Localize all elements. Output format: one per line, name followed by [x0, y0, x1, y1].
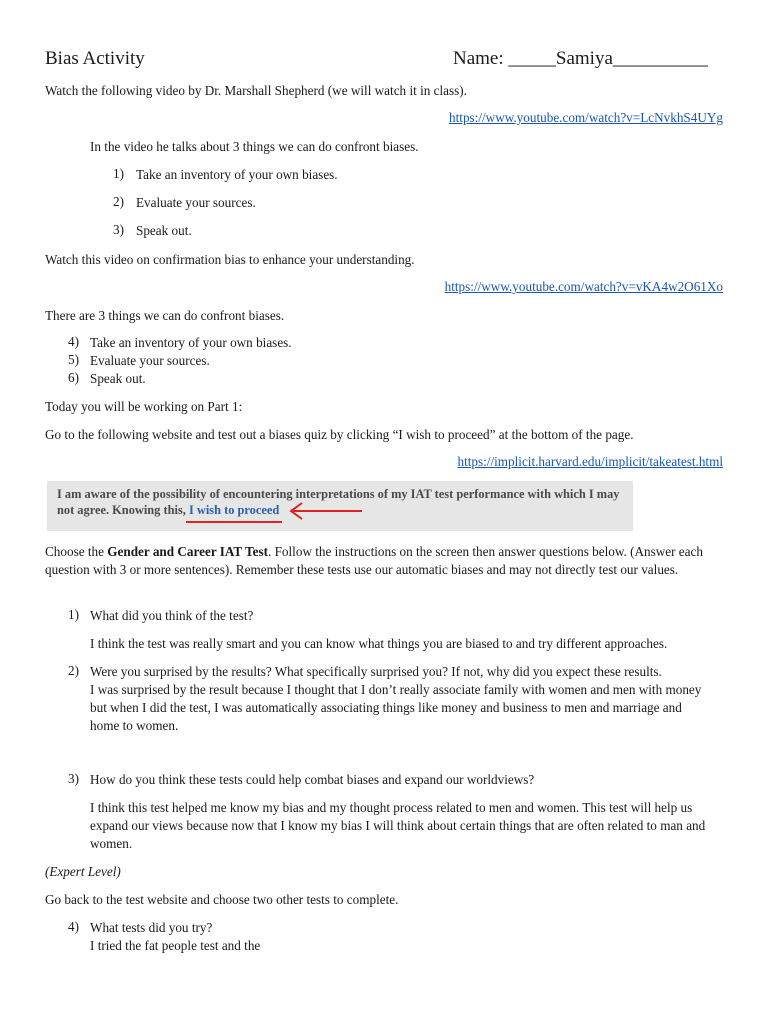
expert-level-label [45, 863, 121, 881]
list2-item-4: Take an inventory of your own biases. [90, 335, 292, 350]
q1-answer: I think the test was really smart and you can know what things you are biased to and try different approaches. [90, 636, 668, 651]
proceed-link[interactable]: I wish to proceed [188, 503, 280, 517]
q2-question: Were you surprised by the results? What specifically surprised you? If not, why did you expect these results. [90, 664, 662, 679]
q3-answer: I think this test helped me know my bias and my thought process related to men and women. This test will help us expand our views because now that I know my bias I will think about certain things that are often related to man and women. [90, 800, 706, 851]
q2-answer: I was surprised by the result because I thought that I don’t really associate family with women and men with money but when I did the test, I was automatically associating things like money and business to men and marriage and home to women. [90, 682, 702, 733]
goto-text: Go to the following website and test out a biases quiz by clicking “I wish to proceed” at the bottom of the page. [45, 427, 634, 442]
choose-paragraph [45, 543, 725, 579]
go-back-text: Go back to the test website and choose two other tests to complete. [45, 892, 399, 907]
harvard-link[interactable]: https://implicit.harvard.edu/implicit/takeatest.html [457, 454, 723, 469]
name-value: Samiya [555, 48, 613, 69]
name-suffix: __________ [612, 48, 708, 69]
list2-num-6: 6) [68, 370, 79, 385]
part1-text: Today you will be working on Part 1: [45, 399, 243, 414]
list2-num-4: 4) [68, 334, 79, 349]
list1-item-1: Take an inventory of your own biases. [136, 167, 338, 182]
choose-test-name: Gender and Career IAT Test [107, 544, 268, 559]
list1-num-1: 1) [113, 166, 124, 181]
intro-text: Watch the following video by Dr. Marshall Shepherd (we will watch it in class). [45, 83, 467, 98]
q3-num: 3) [68, 771, 79, 786]
name-prefix: Name: _____ [453, 48, 556, 69]
red-arrow-icon [286, 500, 366, 522]
three-things-text: There are 3 things we can do confront biases. [45, 308, 285, 323]
consent-text: I am aware of the possibility of encountering interpretations of my IAT test performance with which I may not agree. Knowing this, [57, 487, 620, 517]
list1-num-3: 3) [113, 222, 124, 237]
choose-prefix: Choose the [45, 544, 108, 559]
list1-item-2: Evaluate your sources. [136, 195, 256, 210]
red-underline [186, 521, 282, 523]
name-field [453, 48, 708, 70]
video-link-2[interactable]: https://www.youtube.com/watch?v=vKA4w2O61Xo [444, 279, 723, 294]
q4-answer: I tried the fat people test and the [90, 938, 261, 953]
q1-num: 1) [68, 607, 79, 622]
confirmation-text: Watch this video on confirmation bias to enhance your understanding. [45, 252, 415, 267]
q4-num: 4) [68, 919, 79, 934]
q2-num: 2) [68, 663, 79, 678]
list2-num-5: 5) [68, 352, 79, 367]
q3-question: How do you think these tests could help combat biases and expand our worldviews? [90, 772, 535, 787]
page-title: Bias Activity [45, 48, 145, 69]
list1-num-2: 2) [113, 194, 124, 209]
list1-item-3: Speak out. [136, 223, 192, 238]
expert-level-text: (Expert Level) [45, 864, 121, 879]
list2-item-5: Evaluate your sources. [90, 353, 210, 368]
video-link-1[interactable]: https://www.youtube.com/watch?v=LcNvkhS4UYg [449, 110, 723, 125]
q4-question: What tests did you try? [90, 920, 213, 935]
q1-question: What did you think of the test? [90, 608, 254, 623]
video-note: In the video he talks about 3 things we can do confront biases. [90, 139, 419, 154]
choose-suffix: . Follow the instructions on the screen then answer questions below. (Answer each question with 3 or more sentences). Remember these tests use our automatic biases and may not directly test our values. [45, 544, 703, 577]
list2-item-6: Speak out. [90, 371, 146, 386]
